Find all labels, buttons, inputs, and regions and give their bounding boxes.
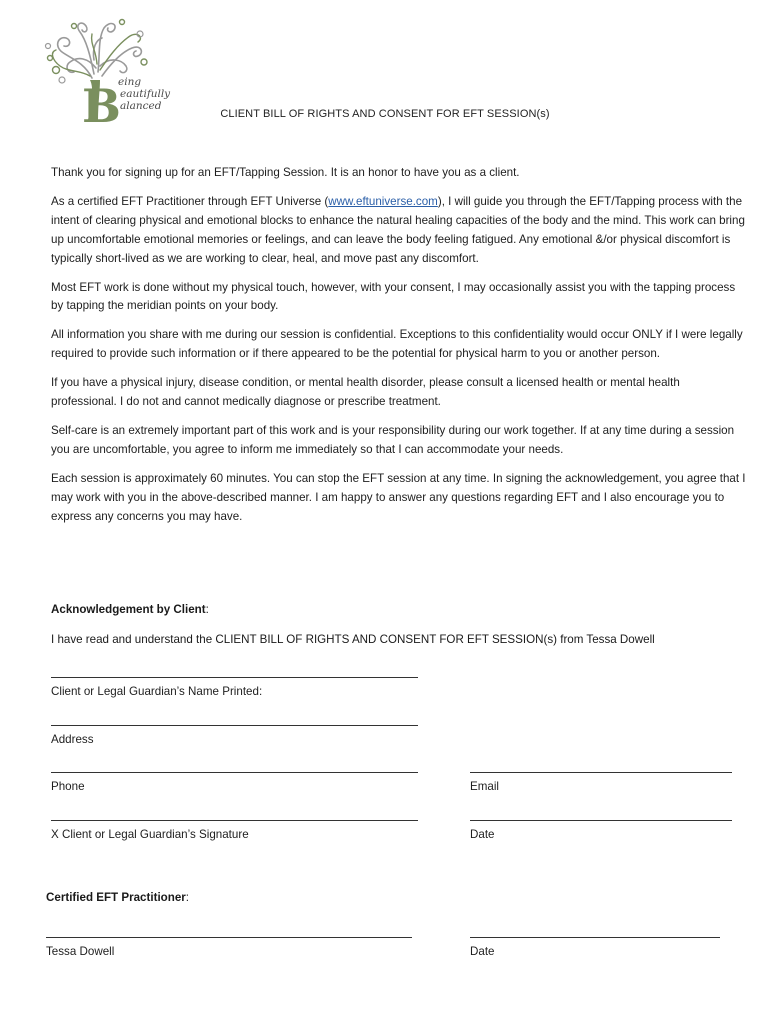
practitioner-heading-text: Certified EFT Practitioner	[46, 891, 186, 904]
eft-universe-link[interactable]: www.eftuniverse.com	[328, 194, 438, 208]
acknowledgement-colon: :	[205, 603, 209, 616]
logo-word-2: eautifully	[120, 88, 171, 100]
phone-line[interactable]	[51, 764, 418, 773]
practitioner-signature-line[interactable]	[46, 929, 412, 938]
acknowledgement-heading-text: Acknowledgement by Client	[51, 603, 206, 616]
phone-label: Phone	[51, 780, 85, 793]
practitioner-date-label: Date	[470, 945, 495, 958]
paragraph-self-care: Self-care is an extremely important part of this work and is your responsibility during our work together. If at any time during a session you are uncomfortable, you agree to inform me immediately so that I can accommodate your needs.	[51, 423, 735, 456]
address-field[interactable]	[51, 717, 418, 748]
name-field[interactable]	[51, 669, 418, 700]
client-date-field[interactable]	[470, 812, 732, 843]
paragraph-practitioner-text-1: As a certified EFT Practitioner through EFT Universe (	[51, 194, 329, 208]
signature-label: X Client or Legal Guardian’s Signature	[51, 828, 249, 841]
client-date-line[interactable]	[470, 812, 732, 821]
paragraph-confidential: All information you share with me during our session is confidential. Exceptions to this confidentiality would occur ONLY if I were legally required to provide such information or if there appeared to be the potential for physical harm to you or another person.	[51, 328, 743, 361]
logo-word-3: alanced	[120, 100, 162, 112]
practitioner-date-line[interactable]	[470, 929, 720, 938]
paragraph-practitioner-text-2: ), I will guide you through the EFT/Tapping process with the intent of clearing physical and emotional blocks to enhance the natural healing capacities of the body and the mind. This work can bring up uncomfortable emotional memories or feelings, and can leave the body feeling fatigued. Any emotional &/or physical discomfort is typically short-lived as we are working to clear, heal, and move past any discomfort.	[51, 194, 745, 265]
paragraph-health: If you have a physical injury, disease condition, or mental health disorder, please consult a licensed health or mental health professional. I do not and cannot medically diagnose or prescribe treatment.	[51, 376, 680, 409]
address-label: Address	[51, 733, 94, 746]
signature-line[interactable]	[51, 812, 418, 821]
practitioner-heading	[46, 891, 189, 904]
logo-word-1: eing	[118, 76, 142, 88]
acknowledgement-statement: I have read and understand the CLIENT BILL OF RIGHTS AND CONSENT FOR EFT SESSION(s) from Tessa Dowell	[51, 633, 655, 646]
logo-letter: B	[82, 79, 121, 126]
paragraph-session: Each session is approximately 60 minutes. You can stop the EFT session at any time. In signing the acknowledgement, you agree that I may work with you in the above-described manner. I am happy to answer any questions regarding EFT and I also encourage you to express any concerns you may have.	[51, 471, 746, 523]
name-label: Client or Legal Guardian’s Name Printed:	[51, 685, 263, 698]
name-line[interactable]	[51, 669, 418, 678]
email-line[interactable]	[470, 764, 732, 773]
paragraph-intro: Thank you for signing up for an EFT/Tapping Session. It is an honor to have you as a client.	[51, 166, 520, 179]
title-text: CLIENT BILL OF RIGHTS AND CONSENT FOR EFT SESSION(s)	[220, 108, 550, 120]
consent-body	[51, 164, 746, 537]
email-field[interactable]	[470, 764, 732, 795]
phone-field[interactable]	[51, 764, 418, 795]
practitioner-colon: :	[185, 891, 190, 904]
signature-field[interactable]	[51, 812, 418, 843]
paragraph-touch: Most EFT work is done without my physical touch, however, with your consent, I may occasionally assist you with the tapping process by tapping the meridian points on your body.	[51, 280, 736, 313]
practitioner-name-label: Tessa Dowell	[46, 945, 115, 958]
address-line[interactable]	[51, 717, 418, 726]
practitioner-date-field[interactable]	[470, 929, 720, 960]
document-title	[0, 108, 770, 120]
acknowledgement-heading	[51, 601, 209, 620]
client-date-label: Date	[470, 828, 495, 841]
email-label: Email	[470, 780, 499, 793]
practitioner-signature-field[interactable]	[46, 929, 412, 960]
paragraph-practitioner	[51, 193, 746, 269]
